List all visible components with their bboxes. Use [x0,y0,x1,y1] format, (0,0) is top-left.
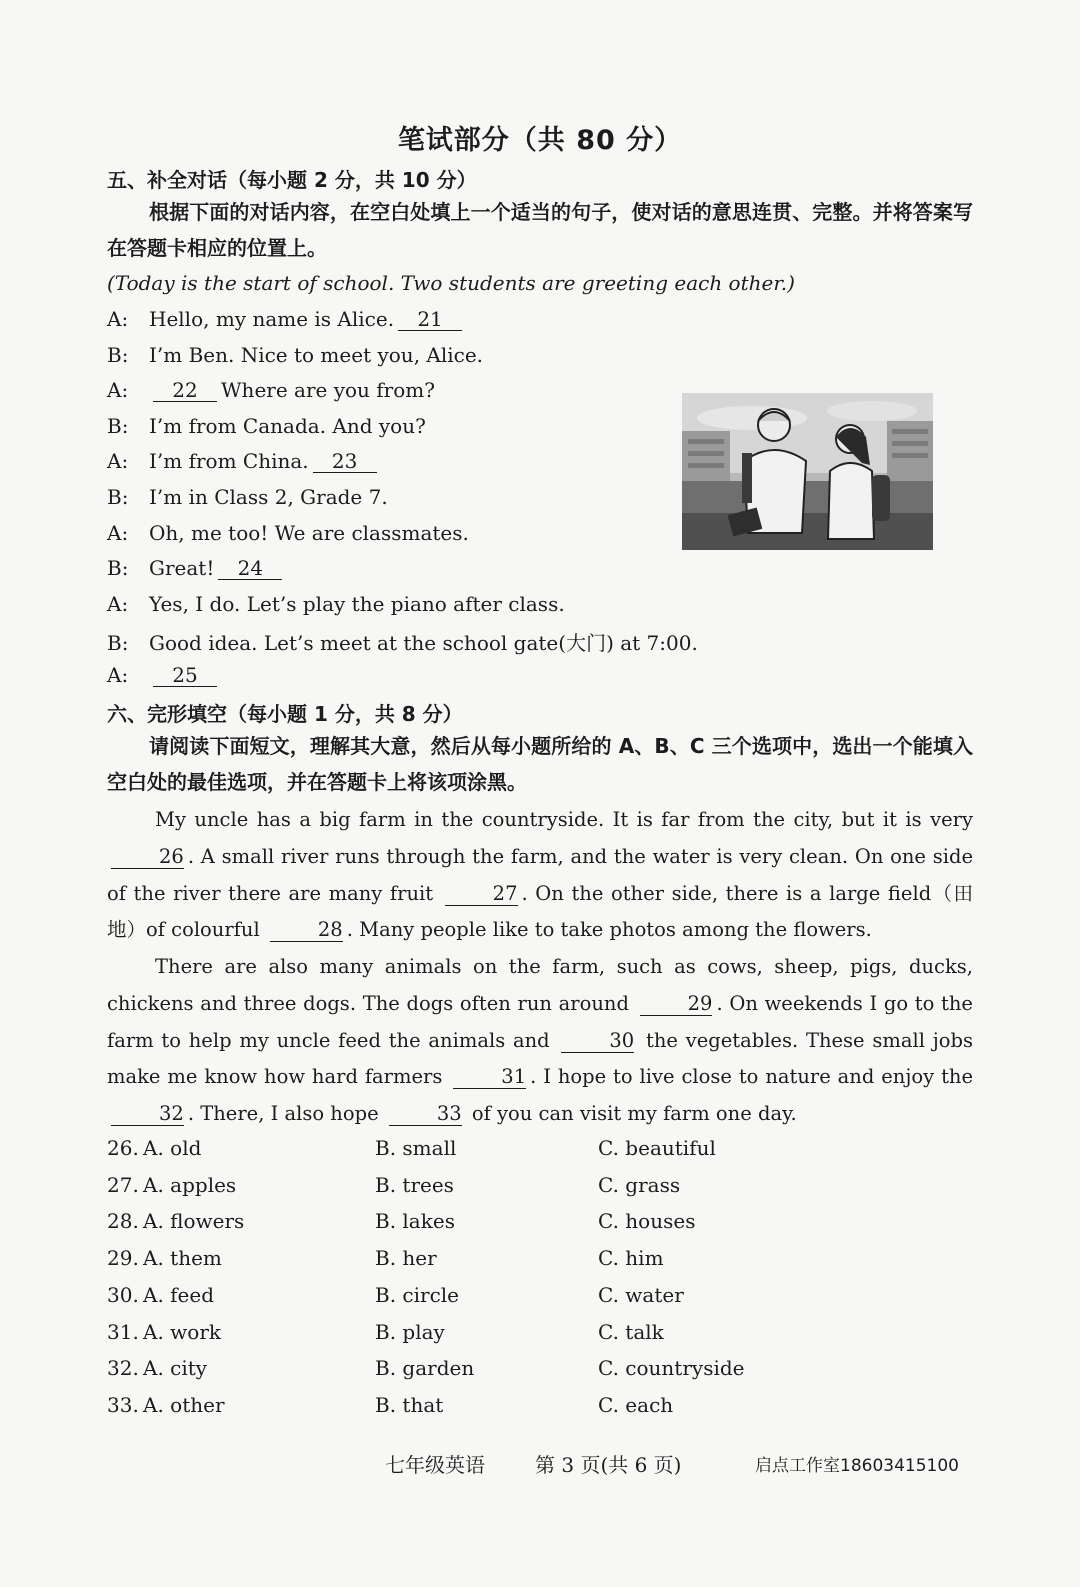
dialogue-line [107,556,286,580]
option-c: C. beautiful [598,1136,716,1160]
blank-number: 29 [640,993,713,1016]
dialogue-line [107,627,698,656]
option-a: A. them [143,1246,222,1271]
option-b: B. lakes [375,1209,455,1234]
option-a: A. apples [143,1172,237,1197]
question-row [107,1320,973,1350]
section6-instruction: 请阅读下面短文，理解其大意，然后从每小题所给的 A、B、C 三个选项中，选出一个能填入空白处的最佳选项，并在答题卡上将该项涂黑。 [107,734,973,794]
blank-number: 33 [389,1103,462,1126]
passage-text: . There, I also hope [187,1102,385,1126]
question-number: 33. [107,1392,139,1417]
blank-number: 27 [445,883,518,906]
option-c: C. talk [598,1319,664,1344]
blank-number: 25 [153,664,217,687]
blank-number: 22 [153,379,217,402]
option-c: C. water [598,1282,684,1307]
dialogue-text: Hello, my name is Alice. [149,307,395,331]
option-a: A. old [143,1136,202,1160]
option-c: C. countryside [598,1356,745,1381]
option-b: B. trees [375,1172,454,1197]
dialogue-line [107,343,483,367]
option-c: C. houses [598,1209,696,1234]
question-row [107,1246,973,1276]
passage-text: the vegetables. These small jobs make me know how hard farmers [107,1028,973,1089]
speaker-label: A: [107,663,129,687]
speaker-label: A: [107,307,129,331]
option-b: B. play [375,1319,445,1344]
speaker-label: B: [107,413,129,438]
dialogue-text: I’m in Class 2, Grade 7. [149,485,388,509]
blank-number: 23 [313,450,377,473]
dialogue-text: Yes, I do. Let’s play the piano after class. [149,591,565,616]
passage-paragraph-2 [107,949,973,1133]
question-row [107,1356,973,1386]
dialogue-text: Good idea. Let’s meet at the school gate(大门) at 7:00. [149,631,698,656]
dialogue-line [107,521,469,545]
option-c: C. him [598,1246,664,1271]
speaker-label: A: [107,449,129,474]
dialogue-context-note: (Today is the start of school. Two students are greeting each other.) [107,271,795,295]
passage-text: . On weekends I go to the farm to help my uncle feed the animals and [107,991,973,1052]
passage-text: of you can visit my farm one day. [465,1102,797,1126]
question-number: 28. [107,1209,139,1234]
blank-number: 21 [398,308,462,331]
dialogue-line [107,592,565,616]
speaker-label: B: [107,631,129,656]
page-title: 笔试部分（共 80 分） [397,125,683,156]
passage-text: . On the other side, there is a large field（田地）of colourful [107,881,973,942]
option-a: A. feed [143,1282,215,1307]
passage-text: . Many people like to take photos among the flowers. [346,918,872,942]
option-b: B. that [375,1392,444,1417]
question-number: 30. [107,1282,139,1307]
option-b: B. her [375,1246,437,1271]
question-row [107,1393,973,1423]
blank-number: 32 [111,1103,184,1126]
speaker-label: A: [107,591,129,616]
section5-instruction: 根据下面的对话内容，在空白处填上一个适当的句子，使对话的意思连贯、完整。并将答案写在答题卡相应的位置上。 [107,200,973,260]
question-number: 29. [107,1246,139,1271]
option-a: A. other [143,1392,225,1417]
passage-text: . A small river runs through the farm, and the water is very clean. On one side of the river there are many fruit [107,844,973,905]
dialogue-text: I’m Ben. Nice to meet you, Alice. [149,342,484,367]
dialogue-line [107,663,221,687]
speaker-label: A: [107,378,129,403]
dialogue-line [107,414,426,438]
option-b: B. small [375,1136,457,1160]
option-b: B. circle [375,1282,460,1307]
question-row [107,1209,973,1239]
option-c: C. each [598,1392,674,1417]
question-number: 27. [107,1172,139,1197]
dialogue-text: I’m from Canada. And you? [149,413,426,438]
students-greeting-illustration [682,393,933,550]
dialogue-text: I’m from China. [149,449,309,474]
section5-heading: 五、补全对话（每小题 2 分，共 10 分） [107,168,477,192]
question-row [107,1173,973,1203]
dialogue-line [107,378,435,402]
passage-paragraph-1 [107,802,973,949]
speaker-label: B: [107,342,129,367]
blank-number: 26 [111,846,184,869]
footer-studio: 启点工作室18603415100 [755,1456,959,1476]
question-row [107,1283,973,1313]
speaker-label: B: [107,556,129,581]
question-row [107,1136,973,1166]
dialogue-line [107,449,381,473]
footer-subject: 七年级英语 [385,1453,485,1477]
dialogue-text: Great! [149,556,215,581]
blank-number: 28 [270,919,343,942]
dialogue-line [107,485,388,509]
passage-text: My uncle has a big farm in the countryside. It is far from the city, but it is very [155,808,973,831]
section6-heading: 六、完形填空（每小题 1 分，共 8 分） [107,702,463,726]
option-a: A. work [143,1319,221,1344]
blank-number: 31 [453,1066,526,1089]
speaker-label: A: [107,520,129,545]
option-b: B. garden [375,1356,475,1381]
dialogue-text: Where are you from? [221,378,435,403]
passage-text: There are also many animals on the farm, such as cows, sheep, pigs, ducks, chickens and three dogs. The dogs often run around [107,955,973,1015]
footer-page-number: 第 3 页(共 6 页) [535,1453,682,1477]
speaker-label: B: [107,485,129,509]
question-number: 26. [107,1136,139,1160]
dialogue-text: Oh, me too! We are classmates. [149,520,469,545]
blank-number: 30 [561,1030,634,1053]
option-a: A. flowers [143,1209,245,1234]
option-c: C. grass [598,1172,681,1197]
dialogue-line [107,307,466,331]
passage-text: . I hope to live close to nature and enjoy the [530,1065,973,1089]
blank-number: 24 [218,557,282,580]
question-number: 31. [107,1319,139,1344]
question-number: 32. [107,1356,139,1381]
option-a: A. city [143,1356,208,1381]
